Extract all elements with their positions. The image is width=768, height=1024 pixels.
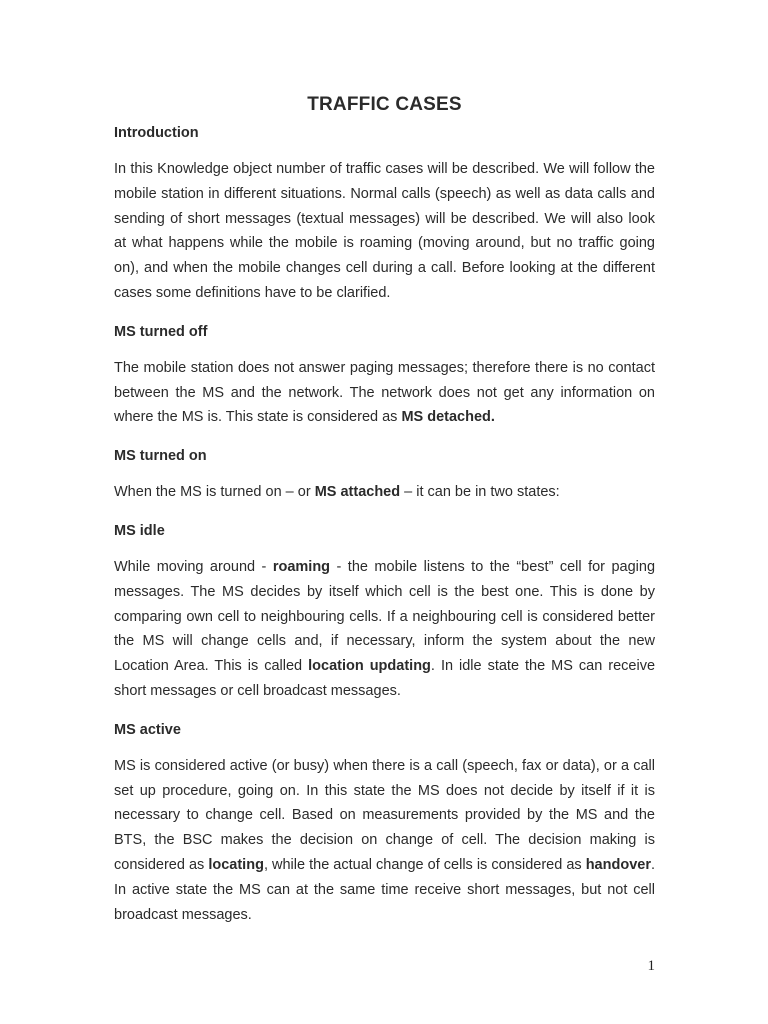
text-segment: , while the actual change of cells is considered as <box>263 856 586 873</box>
heading-ms-turned-on: MS turned on <box>114 448 207 465</box>
heading-introduction: Introduction <box>114 125 199 141</box>
document-title: TRAFFIC CASES <box>307 94 462 115</box>
text-segment: - the mobile listens to the “best” cell for paging messages. The MS decides by itself which cell is the best one. This is done by comparing own cell to neighbouring cells. If a neighbouring cell is considered better the MS will change cells and, if necessary, inform the system about the new Location Area. This is called <box>114 558 656 675</box>
heading-ms-idle: MS idle <box>114 522 165 539</box>
paragraph-ms-idle <box>114 555 655 704</box>
text-segment: MS is considered active (or busy) when there is a call (speech, fax or data), or a call set up procedure, going on. In this state the MS does not decide by itself if it is necessary to change cell. Based on measurements provided by the MS and the BTS, the BSC makes the decision on change of cell. The decision making is considered as <box>114 757 655 873</box>
text-segment: – it can be in two states: <box>400 484 560 501</box>
document-page <box>114 92 655 927</box>
paragraph-ms-turned-off <box>114 356 655 430</box>
heading-ms-active: MS active <box>114 721 181 738</box>
bold-term-ms-detached: MS detached. <box>401 409 495 426</box>
text-segment: When the MS is turned on – or <box>114 484 315 501</box>
bold-term-roaming: roaming <box>272 558 331 575</box>
text-segment: While moving around - <box>114 558 273 575</box>
paragraph-introduction: In this Knowledge object number of traffic cases will be described. We will follow the mobile station in different situations. Normal calls (speech) as well as data calls and sending of short messages (textual messages) will be described. We will also look at what happens while the mobile is roaming (moving around, but no traffic going on), and when the mobile changes cell during a call. Before looking at the different cases some definitions have to be clarified. <box>114 161 655 301</box>
heading-ms-turned-off: MS turned off <box>114 323 208 340</box>
bold-term-locating: locating <box>208 856 264 873</box>
paragraph-ms-active <box>114 754 655 928</box>
text-segment: . In idle state the MS can receive short messages or cell broadcast messages. <box>114 658 656 699</box>
page-number: 1 <box>647 958 655 974</box>
paragraph-ms-turned-on <box>114 480 655 505</box>
text-segment: . In active state the MS can at the same time receive short messages, but not cell broadcast messages. <box>114 856 655 923</box>
text-segment: The mobile station does not answer paging messages; therefore there is no contact between the MS and the network. The network does not get any information on where the MS is. This state is considered as <box>114 359 655 426</box>
bold-term-location-updating: location updating <box>308 658 431 675</box>
bold-term-handover: handover <box>585 856 651 873</box>
bold-term-ms-attached: MS attached <box>314 484 401 501</box>
